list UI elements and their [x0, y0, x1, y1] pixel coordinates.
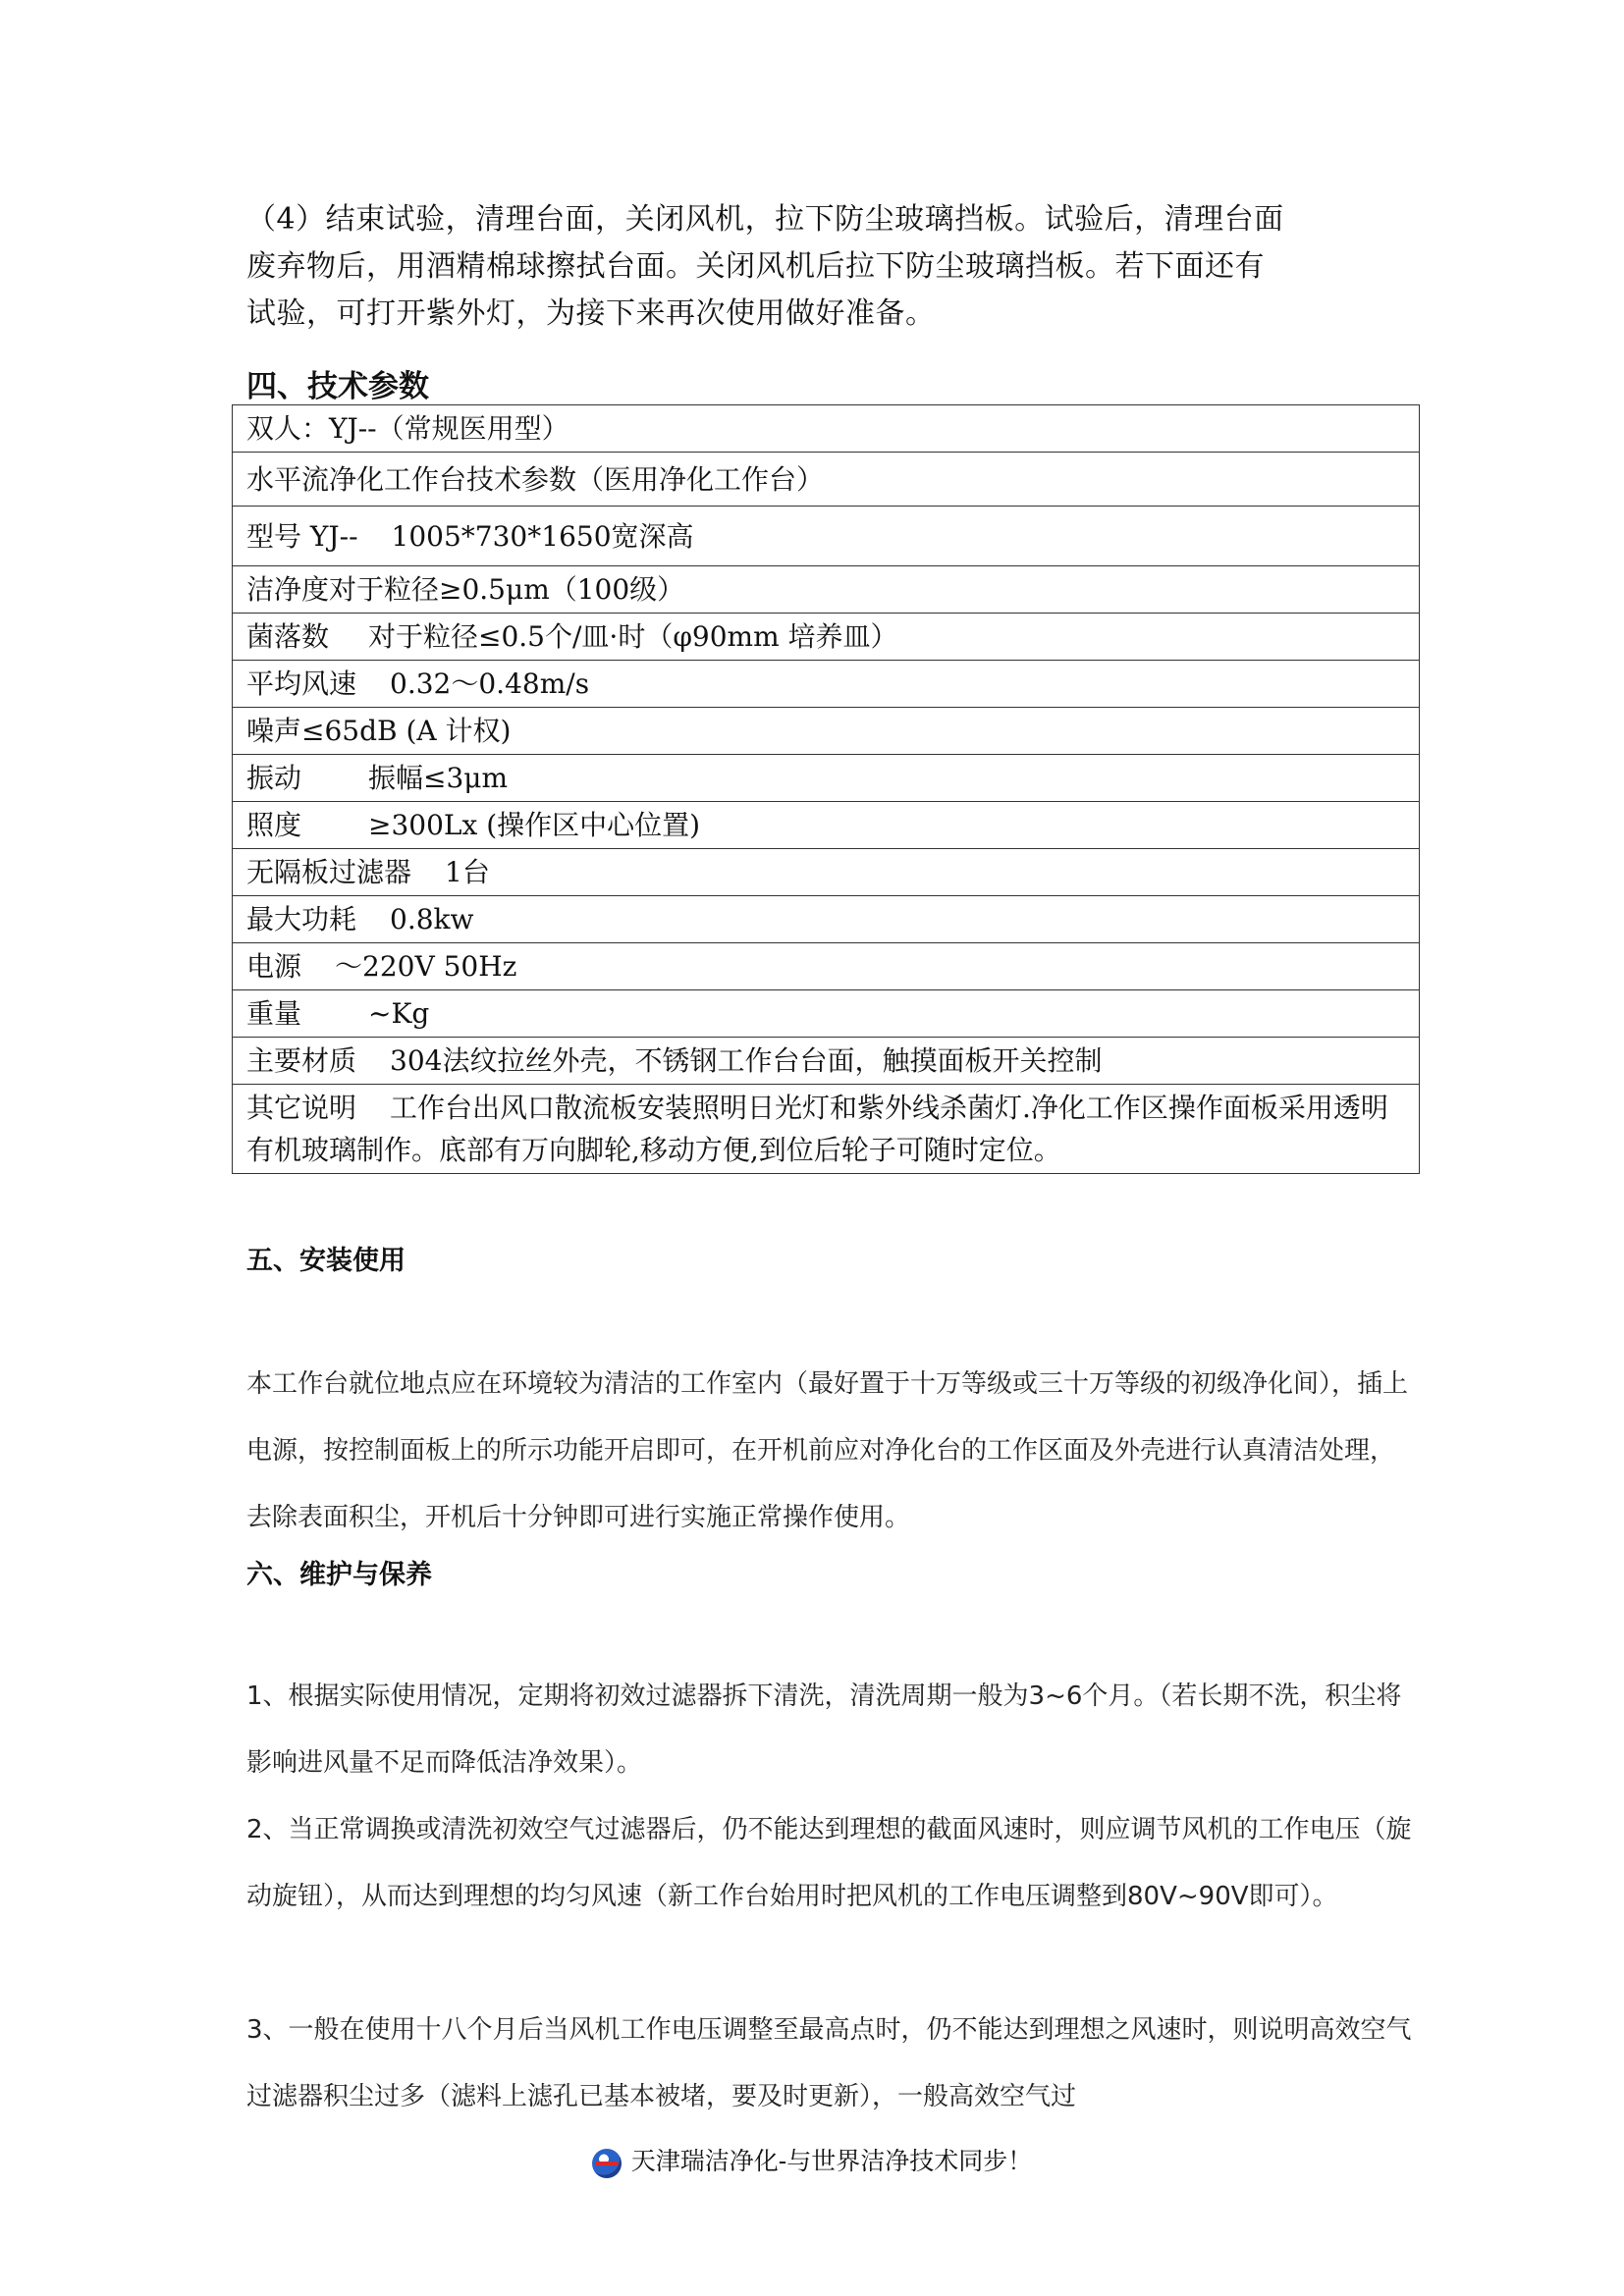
table-row — [233, 802, 1420, 849]
table-row — [233, 661, 1420, 708]
table-row — [233, 507, 1420, 566]
table-cell: 其它说明 工作台出风口散流板安装照明日光灯和紫外线杀菌灯.净化工作区操作面板采用透明有机玻璃制作。底部有万向脚轮,移动方便,到位后轮子可随时定位。 — [233, 1085, 1420, 1174]
maintenance-item-2: 2、当正常调换或清洗初效空气过滤器后，仍不能达到理想的截面风速时，则应调节风机的工作电压（旋动旋钮），从而达到理想的均匀风速（新工作台始用时把风机的工作电压调整到80V~90V即可）。 — [246, 1815, 1412, 1911]
step4-line-2: 废弃物后，用酒精棉球擦拭台面。关闭风机后拉下防尘玻璃挡板。若下面还有 — [246, 249, 1265, 284]
table-row — [233, 943, 1420, 990]
table-cell: 洁净度对于粒径≥0.5μm（100级） — [233, 566, 1420, 614]
table-row — [233, 405, 1420, 453]
table-cell: 双人：YJ--（常规医用型） — [233, 405, 1420, 453]
section-title-install: 五、安装使用 — [246, 1246, 406, 1276]
section-title-maintenance: 六、维护与保养 — [246, 1560, 432, 1590]
table-row — [233, 566, 1420, 614]
table-row — [233, 1085, 1420, 1174]
step4-line-3: 试验，可打开紫外灯，为接下来再次使用做好准备。 — [246, 296, 936, 331]
table-cell: 照度 ≥300Lx (操作区中心位置) — [233, 802, 1420, 849]
table-row — [233, 990, 1420, 1038]
table-cell: 平均风速 0.32～0.48m/s — [233, 661, 1420, 708]
table-row — [233, 849, 1420, 896]
table-cell: 最大功耗 0.8kw — [233, 896, 1420, 943]
table-row — [233, 896, 1420, 943]
tech-params-table — [232, 404, 1420, 1174]
table-cell: 主要材质 304法纹拉丝外壳，不锈钢工作台台面，触摸面板开关控制 — [233, 1038, 1420, 1085]
maintenance-item-3: 3、一般在使用十八个月后当风机工作电压调整至最高点时，仍不能达到理想之风速时，则说明高效空气过滤器积尘过多（滤料上滤孔已基本被堵，要及时更新），一般高效空气过 — [246, 2015, 1412, 2111]
table-cell: 振动 振幅≤3μm — [233, 755, 1420, 802]
company-logo-icon — [592, 2149, 622, 2178]
table-cell: 型号 YJ-- 1005*730*1650宽深高 — [233, 507, 1420, 566]
table-cell: 重量 ~Kg — [233, 990, 1420, 1038]
table-row — [233, 1038, 1420, 1085]
table-row — [233, 755, 1420, 802]
table-row — [233, 614, 1420, 661]
section5-paragraph: 本工作台就位地点应在环境较为清洁的工作室内（最好置于十万等级或三十万等级的初级净化间），插上电源，按控制面板上的所示功能开启即可，在开机前应对净化台的工作区面及外壳进行认真清洁处理，去除表面积尘，开机后十分钟即可进行实施正常操作使用。 — [246, 1369, 1409, 1532]
table-cell: 水平流净化工作台技术参数（医用净化工作台） — [233, 453, 1420, 507]
page-footer — [0, 2142, 1624, 2178]
table-cell: 菌落数 对于粒径≤0.5个/皿·时（φ90mm 培养皿） — [233, 614, 1420, 661]
table-cell: 噪声≤65dB (A 计权) — [233, 708, 1420, 755]
table-cell: 无隔板过滤器 1台 — [233, 849, 1420, 896]
table-row — [233, 708, 1420, 755]
step4-line-1: （4）结束试验，清理台面，关闭风机，拉下防尘玻璃挡板。试验后，清理台面 — [246, 202, 1284, 237]
table-row — [233, 453, 1420, 507]
table-cell: 电源 ～220V 50Hz — [233, 943, 1420, 990]
footer-text: 天津瑞洁净化-与世界洁净技术同步！ — [630, 2147, 1033, 2175]
section-title-tech-params: 四、技术参数 — [246, 369, 429, 404]
maintenance-item-1: 1、根据实际使用情况，定期将初效过滤器拆下清洗，清洗周期一般为3~6个月。（若长期不洗，积尘将影响进风量不足而降低洁净效果）。 — [246, 1682, 1402, 1778]
